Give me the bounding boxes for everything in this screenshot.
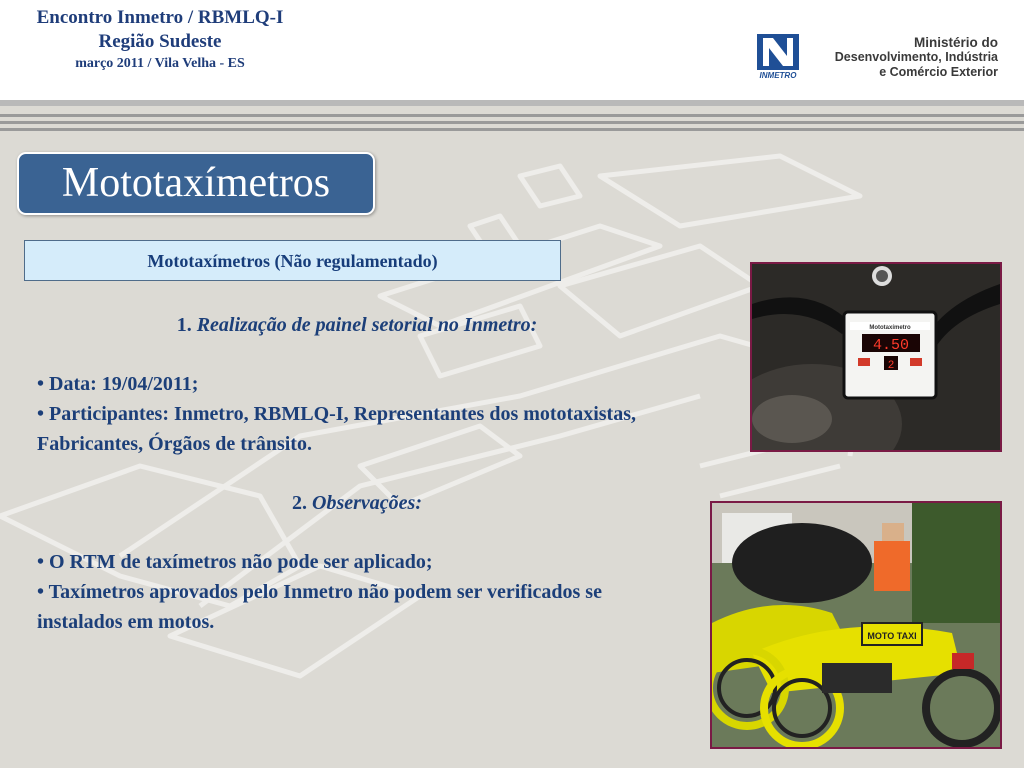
event-info <box>0 6 320 74</box>
section2-heading <box>37 488 677 518</box>
photo-moto-taxis <box>710 501 1002 749</box>
bullet-approved-meters: • Taxímetros aprovados pelo Inmetro não podem ser verificados se instalados em motos. <box>37 581 602 633</box>
ministry-line2: Desenvolvimento, Indústria <box>834 50 998 64</box>
section2-number: 2. <box>292 492 308 514</box>
ministry-line3: e Comércio Exterior <box>879 65 998 79</box>
event-region: Região Sudeste <box>98 31 222 52</box>
bullet-participants: • Participantes: Inmetro, RBMLQ-I, Representantes dos mototaxistas, Fabricantes, Órgãos de trânsito. <box>37 403 636 455</box>
moto-taxi-sign: MOTO TAXI <box>867 631 917 641</box>
ministry-name <box>810 35 998 80</box>
bullet-date: • Data: 19/04/2011; <box>37 373 199 395</box>
header <box>0 0 1024 100</box>
bullet-rtm: • O RTM de taxímetros não pode ser aplicado; <box>37 551 433 573</box>
section1-heading <box>37 310 677 340</box>
section1-number: 1. <box>176 314 192 336</box>
event-date-location: março 2011 / Vila Velha - ES <box>75 56 245 71</box>
inmetro-logo <box>757 34 799 80</box>
section1-title: Realização de painel setorial no Inmetro: <box>196 314 538 336</box>
header-stripes <box>0 100 1024 136</box>
mode-value: 2 <box>887 360 895 372</box>
display-value: 4.50 <box>872 337 910 354</box>
ministry-line1: Ministério do <box>914 35 998 50</box>
device-label: Mototaxímetro <box>869 325 911 331</box>
slide-subtitle: Mototaxímetros (Não regulamentado) <box>24 240 561 281</box>
event-title: Encontro Inmetro / RBMLQ-I <box>36 7 284 28</box>
section2-title: Observações: <box>312 492 422 514</box>
slide-content <box>37 310 677 637</box>
photo-mototaximeter-device <box>750 262 1002 452</box>
logo-text: INMETRO <box>759 71 797 80</box>
slide-title: Mototaxímetros <box>17 152 375 215</box>
